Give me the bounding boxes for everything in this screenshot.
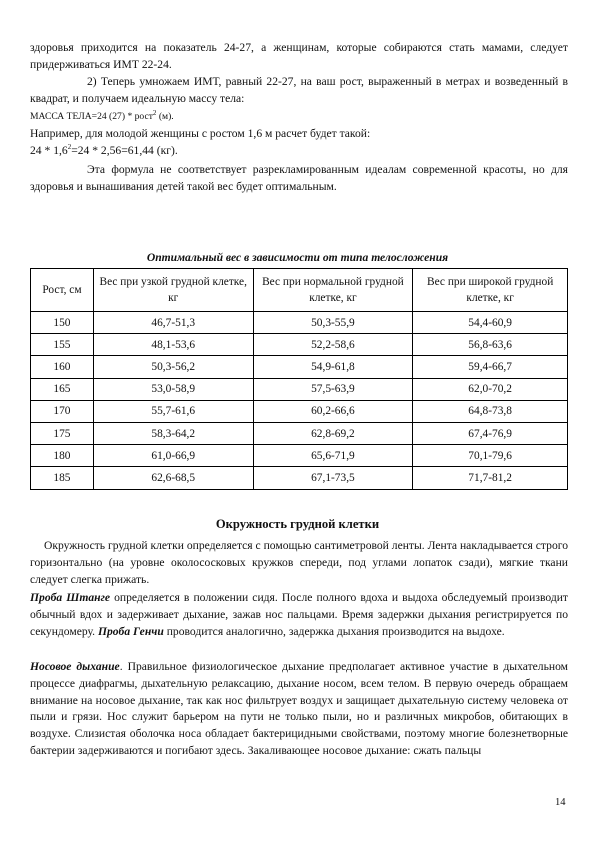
calculation-line bbox=[30, 143, 568, 160]
cell-wide: 56,8-63,6 bbox=[413, 334, 568, 356]
table-row bbox=[31, 400, 568, 422]
cell-narrow: 53,0-58,9 bbox=[93, 378, 253, 400]
table-row bbox=[31, 378, 568, 400]
section-title: Окружность грудной клетки bbox=[215, 517, 380, 531]
cell-normal: 65,6-71,9 bbox=[253, 445, 413, 467]
section-paragraph-2 bbox=[30, 590, 568, 640]
table-row bbox=[31, 467, 568, 489]
table-caption: Оптимальный вес в зависимости от типа телосложения bbox=[146, 251, 449, 264]
term-nasal-breathing: Носовое дыхание bbox=[30, 660, 120, 673]
paragraph-3-text: . Правильное физиологическое дыхание предполагает активное участие в дыхательном процессе диафрагмы, дыхательную релаксацию, дыхание носом, всем телом. В первую очередь обращаем внимание на носовое дыхание, так как нос фильтрует воздух и защищает дыхательную систему человека от пыли и грязи. Нос служит барьером на пути не только пыли, но и различных микробов, обитающих в воздухе. Слизистая оболочка носа обладает бактерицидными свойствами, поэтому многие болезнетворные бактерии задерживаются и погибают здесь. Закаливающее носовое дыхание: сжать пальцы bbox=[30, 660, 568, 757]
header-narrow-chest: Вес при узкой грудной клетке, кг bbox=[93, 269, 253, 312]
table-row bbox=[31, 312, 568, 334]
cell-wide: 71,7-81,2 bbox=[413, 467, 568, 489]
cell-height: 160 bbox=[31, 356, 94, 378]
term-stange-test: Проба Штанге bbox=[30, 591, 110, 604]
cell-normal: 67,1-73,5 bbox=[253, 467, 413, 489]
intro-paragraph-3: Например, для молодой женщины с ростом 1,6 м расчет будет такой: bbox=[30, 127, 371, 140]
section-paragraph-1: Окружность грудной клетки определяется с помощью сантиметровой ленты. Лента накладывается строго горизонтально (на уровне околососковых кружков спереди, под углами лопаток сзади), мягкие ткани следует слегка прижать. bbox=[30, 539, 568, 586]
cell-wide: 67,4-76,9 bbox=[413, 422, 568, 444]
cell-narrow: 50,3-56,2 bbox=[93, 356, 253, 378]
cell-height: 170 bbox=[31, 400, 94, 422]
paragraph-2-text-a: определяется в положении сидя. После полного вдоха и выдоха обследуемый производит обычный вдох и задерживает дыхание, зажав нос пальцами. Время задержки дыхания регистрируется по секундомеру. bbox=[30, 591, 568, 638]
cell-narrow: 62,6-68,5 bbox=[93, 467, 253, 489]
paragraph-2-text-b: проводится аналогично, задержка дыхания производится на выдохе. bbox=[163, 624, 505, 638]
calc-superscript: 2 bbox=[67, 143, 72, 152]
header-height: Рост, см bbox=[31, 269, 94, 312]
formula-superscript: 2 bbox=[152, 108, 157, 117]
cell-narrow: 48,1-53,6 bbox=[93, 334, 253, 356]
formula-line bbox=[30, 109, 568, 126]
cell-height: 155 bbox=[31, 334, 94, 356]
cell-height: 175 bbox=[31, 422, 94, 444]
calc-text-b: =24 * 2,56=61,44 (кг). bbox=[71, 144, 178, 157]
table-header-row bbox=[31, 269, 568, 312]
cell-wide: 54,4-60,9 bbox=[413, 312, 568, 334]
calc-text-a: 24 * 1,6 bbox=[30, 144, 68, 157]
weight-table bbox=[30, 268, 568, 490]
table-row bbox=[31, 445, 568, 467]
cell-normal: 52,2-58,6 bbox=[253, 334, 413, 356]
cell-height: 165 bbox=[31, 378, 94, 400]
formula-text-b: (м). bbox=[156, 111, 174, 122]
intro-paragraph-2: 2) Теперь умножаем ИМТ, равный 22-27, на ваш рост, выраженный в метрах и возведенный в квадрат, и получаем идеальную массу тела: bbox=[30, 75, 568, 105]
cell-normal: 57,5-63,9 bbox=[253, 378, 413, 400]
cell-narrow: 58,3-64,2 bbox=[93, 422, 253, 444]
cell-normal: 60,2-66,6 bbox=[253, 400, 413, 422]
cell-height: 185 bbox=[31, 467, 94, 489]
cell-height: 150 bbox=[31, 312, 94, 334]
table-row bbox=[31, 422, 568, 444]
intro-paragraph-1: здоровья приходится на показатель 24-27, а женщинам, которые собираются стать мамами, следует придерживаться ИМТ 22-24. bbox=[30, 41, 568, 71]
cell-wide: 64,8-73,8 bbox=[413, 400, 568, 422]
cell-wide: 62,0-70,2 bbox=[413, 378, 568, 400]
term-genchi-test: Проба Генчи bbox=[97, 624, 164, 638]
table-row bbox=[31, 334, 568, 356]
formula-text-a: МАССА ТЕЛА=24 (27) * рост bbox=[30, 111, 153, 122]
cell-narrow: 46,7-51,3 bbox=[93, 312, 253, 334]
page-number: 14 bbox=[555, 797, 566, 808]
header-wide-chest: Вес при широкой грудной клетке, кг bbox=[413, 269, 568, 312]
cell-narrow: 55,7-61,6 bbox=[93, 400, 253, 422]
table-row bbox=[31, 356, 568, 378]
cell-normal: 50,3-55,9 bbox=[253, 312, 413, 334]
cell-normal: 54,9-61,8 bbox=[253, 356, 413, 378]
cell-narrow: 61,0-66,9 bbox=[93, 445, 253, 467]
section-paragraph-3 bbox=[30, 659, 568, 760]
cell-normal: 62,8-69,2 bbox=[253, 422, 413, 444]
cell-height: 180 bbox=[31, 445, 94, 467]
intro-paragraph-4: Эта формула не соответствует разрекламированным идеалам современной красоты, но для здоровья и вынашивания детей такой вес будет оптимальным. bbox=[30, 163, 568, 193]
cell-wide: 59,4-66,7 bbox=[413, 356, 568, 378]
cell-wide: 70,1-79,6 bbox=[413, 445, 568, 467]
header-normal-chest: Вес при нормальной грудной клетке, кг bbox=[253, 269, 413, 312]
